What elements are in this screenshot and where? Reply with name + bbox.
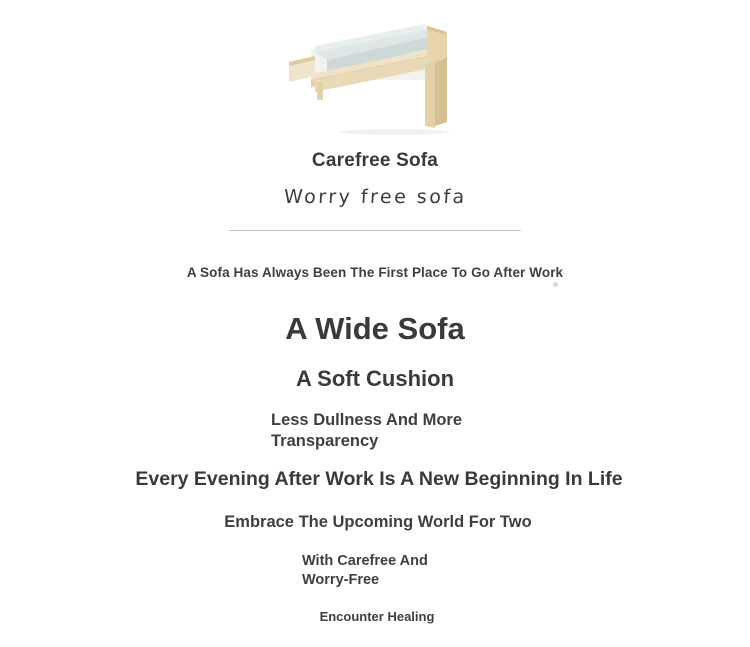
copy-block [0,265,750,625]
copy-line-7: With Carefree And Worry-Free [302,553,428,588]
hero-image-container [0,8,750,136]
divider [229,230,521,231]
copy-line-8: Encounter Healing [319,608,435,624]
copy-line-6: Embrace The Upcoming World For Two [224,512,532,531]
image-artifact-dot [553,282,558,287]
product-title: Carefree Sofa [311,150,439,171]
copy-line-3: A Soft Cushion [295,365,455,391]
copy-line-2: A Wide Sofa [285,310,465,346]
copy-line-4: Less Dullness And More Transparency [271,411,463,450]
product-subtitle: Worry free sofa [283,186,467,208]
copy-line-1: A Sofa Has Always Been The First Place To Go After Work [186,265,564,280]
copy-line-5: Every Evening After Work Is A New Beginning In Life [135,468,623,491]
sofa-illustration-icon [275,18,475,136]
